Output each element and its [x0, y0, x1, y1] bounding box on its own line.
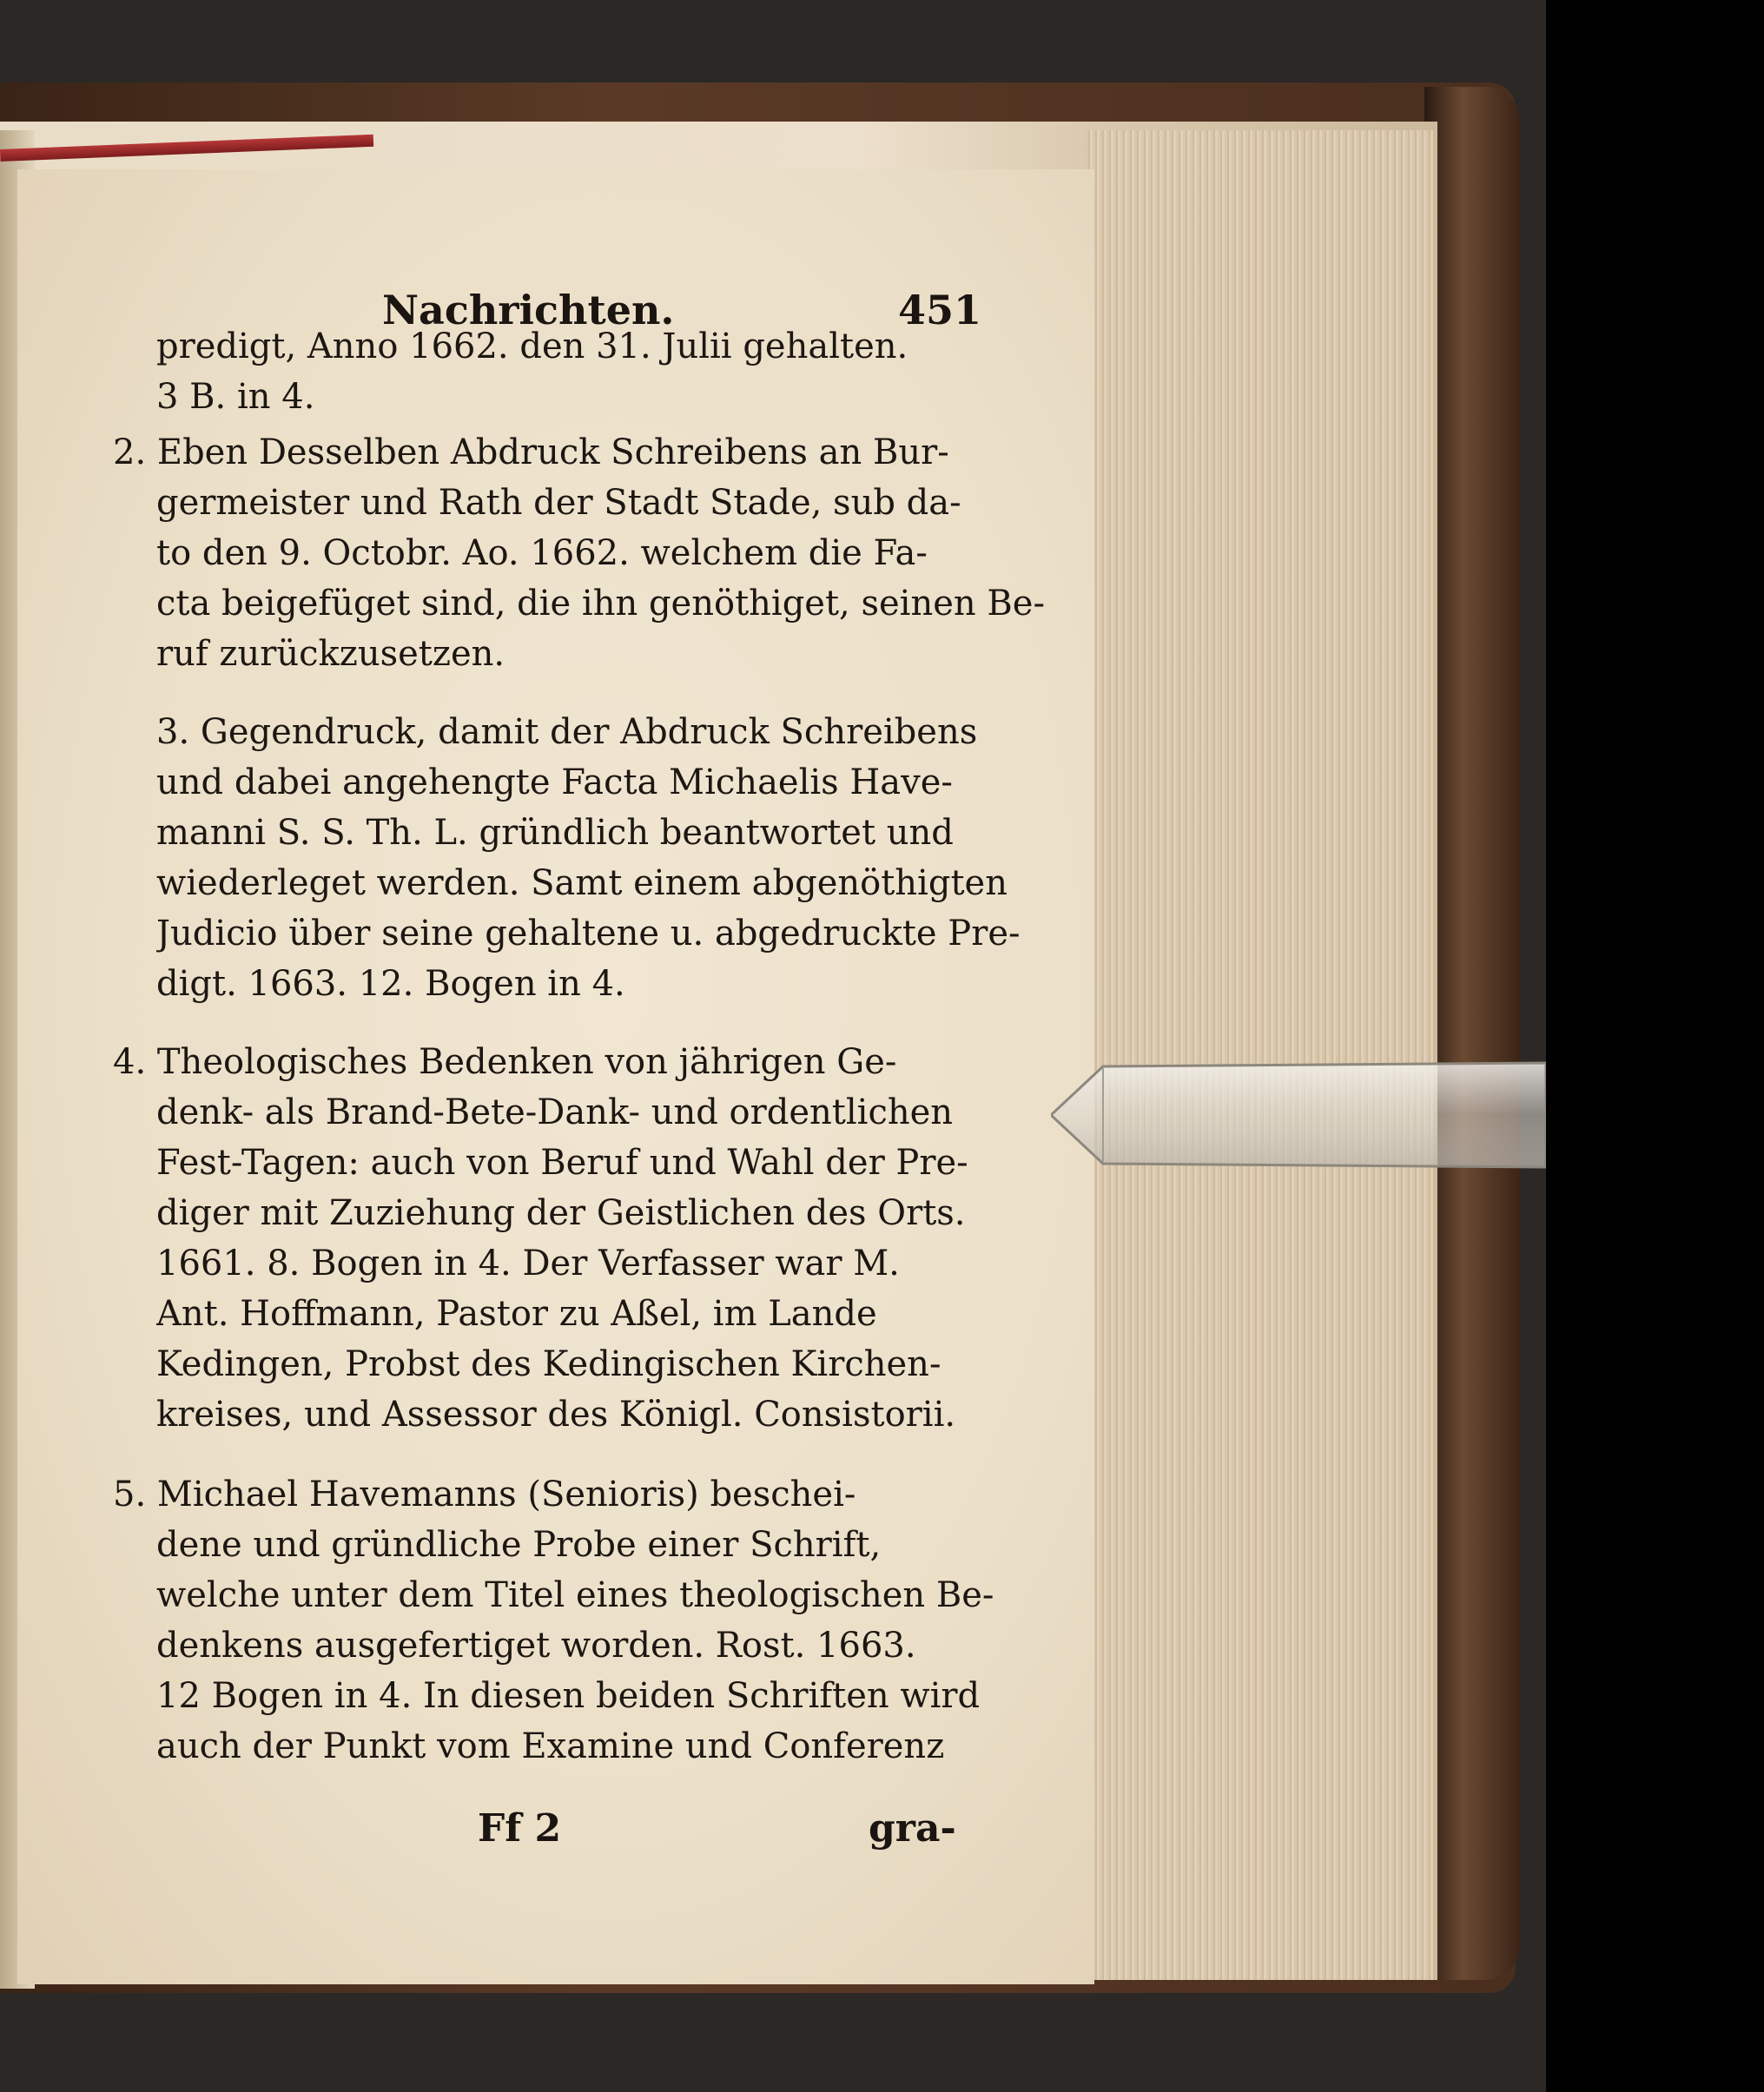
text-line: cta beigefüget sind, die ihn genöthiget, seinen Be-: [156, 584, 1045, 624]
text-line: dene und gründliche Probe einer Schrift,: [156, 1525, 882, 1565]
text-line: digt. 1663. 12. Bogen in 4.: [156, 964, 625, 1004]
text-line: ruf zurückzusetzen.: [156, 634, 505, 674]
text-line: kreises, und Assessor des Königl. Consistorii.: [156, 1395, 956, 1435]
page-fore-edge: [1086, 130, 1433, 1980]
text-line: Fest-Tagen: auch von Beruf und Wahl der Pre-: [156, 1143, 968, 1183]
text-line: 1661. 8. Bogen in 4. Der Verfasser war M.: [156, 1244, 900, 1284]
running-title: Nachrichten.: [382, 287, 675, 333]
book-binding-edge: [1424, 87, 1520, 1980]
page-number: 451: [897, 287, 981, 333]
text-line: diger mit Zuziehung der Geistlichen des Orts.: [156, 1193, 966, 1233]
text-line: manni S. S. Th. L. gründlich beantwortet und: [156, 813, 954, 853]
text-line: auch der Punkt vom Examine und Conferenz: [156, 1726, 945, 1766]
text-line: denkens ausgefertiget worden. Rost. 1663.: [156, 1626, 916, 1666]
text-line: Judicio über seine gehaltene u. abgedruckte Pre-: [156, 914, 1021, 954]
signature-mark: Ff 2: [478, 1806, 562, 1851]
text-line: 4. Theologisches Bedenken von jährigen Ge-: [113, 1042, 897, 1082]
text-line: 5. Michael Havemanns (Senioris) beschei-: [113, 1475, 856, 1515]
text-line: 3. Gegendruck, damit der Abdruck Schreibens: [156, 712, 978, 752]
text-line: Ant. Hoffmann, Pastor zu Aßel, im Lande: [156, 1294, 877, 1334]
text-line: 12 Bogen in 4. In diesen beiden Schriften wird: [156, 1676, 981, 1716]
text-line: und dabei angehengte Facta Michaelis Have-: [156, 762, 953, 802]
text-line: germeister und Rath der Stadt Stade, sub da-: [156, 483, 961, 523]
dark-background: [1546, 0, 1764, 2092]
text-line: denk- als Brand-Bete-Dank- und ordentlichen: [156, 1092, 954, 1132]
text-line: predigt, Anno 1662. den 31. Julii gehalten.: [156, 327, 908, 366]
clear-plastic-page-clip: [1051, 1061, 1546, 1169]
text-line: wiederleget werden. Samt einem abgenöthigten: [156, 863, 1008, 903]
text-line: welche unter dem Titel eines theologischen Be-: [156, 1575, 994, 1615]
text-line: 3 B. in 4.: [156, 377, 315, 417]
text-line: 2. Eben Desselben Abdruck Schreibens an Bur-: [113, 432, 949, 472]
text-line: to den 9. Octobr. Ao. 1662. welchem die Fa-: [156, 533, 928, 573]
text-line: Kedingen, Probst des Kedingischen Kirchen-: [156, 1344, 941, 1384]
catchword: gra-: [869, 1806, 956, 1851]
